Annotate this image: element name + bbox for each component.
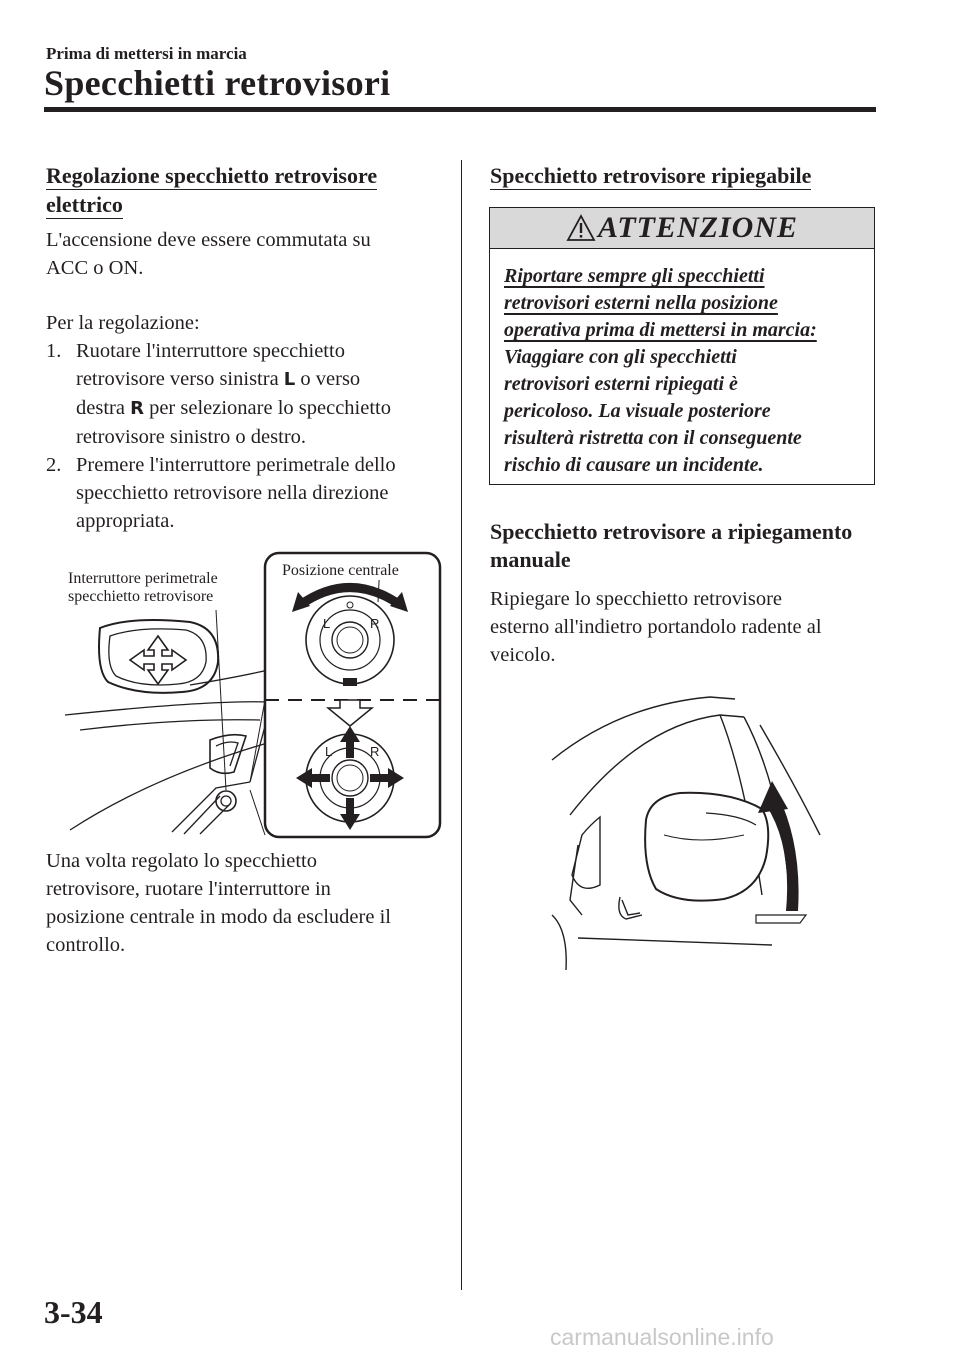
warning-line3: pericoloso. La visuale posteriore	[504, 400, 771, 422]
warning-ul-line2: retrovisori esterni nella posizione	[504, 292, 778, 314]
section-title-folding-text: Specchietto retrovisore ripiegabile	[490, 163, 812, 188]
step-1-line4: retrovisore sinistro o destro.	[76, 426, 307, 448]
key-r-icon: R	[130, 398, 144, 419]
folding-mirror-figure	[530, 685, 840, 975]
step-1-line3b: per selezionare lo specchietto	[149, 397, 391, 419]
step-1-line2a: retrovisore verso sinistra	[76, 368, 279, 390]
manual-line3: veicolo.	[490, 644, 556, 666]
step-2	[46, 451, 456, 535]
key-l-icon: L	[283, 369, 296, 390]
steps-block	[46, 309, 456, 535]
warning-box	[489, 207, 875, 485]
warning-line1: Viaggiare con gli specchietti	[504, 346, 737, 368]
warning-ul-line1: Riportare sempre gli specchietti	[504, 265, 765, 287]
page-number: 3-34	[44, 1294, 103, 1330]
header-section-label: Prima di mettersi in marcia	[46, 44, 247, 63]
step-2-line2: specchietto retrovisore nella direzione	[76, 482, 389, 504]
intro-paragraph	[46, 226, 446, 282]
knob-top-right-letter: R	[370, 616, 380, 631]
knob-top-left-letter: L	[323, 616, 331, 631]
step-1-line2b: o verso	[300, 368, 361, 390]
after-line1: Una volta regolato lo specchietto	[46, 850, 317, 872]
warning-ul-line3: operativa prima di mettersi in marcia:	[504, 319, 817, 341]
warning-label: ATTENZIONE	[597, 211, 799, 244]
warning-triangle-icon	[566, 214, 596, 242]
figure-label-switch	[68, 570, 218, 606]
mirror-switch-figure	[60, 550, 445, 840]
step-1-line3	[76, 394, 456, 423]
steps-list	[46, 337, 456, 535]
step-1	[46, 337, 456, 451]
step-2-number: 2.	[46, 454, 62, 476]
figure-label-switch-line2: specchietto retrovisore	[68, 588, 214, 605]
manual-line1: Ripiegare lo specchietto retrovisore	[490, 588, 783, 610]
folding-mirror-illustration	[530, 685, 840, 975]
step-1-line3a: destra	[76, 397, 125, 419]
steps-intro: Per la regolazione:	[46, 312, 200, 334]
section-title-electric-mirror	[46, 162, 377, 218]
after-line2: retrovisore, ruotare l'interruttore in	[46, 878, 331, 900]
section-title-line2: elettrico	[46, 192, 123, 217]
manual-line2: esterno all'indietro portandolo radente al	[490, 616, 822, 638]
subsection-title-manual	[490, 518, 852, 574]
watermark: carmanualsonline.info	[550, 1324, 774, 1350]
warning-body	[490, 249, 874, 479]
warning-header	[490, 208, 874, 249]
intro-line2: ACC o ON.	[46, 257, 144, 279]
step-2-line1: Premere l'interruttore perimetrale dello	[76, 454, 396, 476]
subsection-title-line2: manuale	[490, 547, 571, 572]
column-divider	[461, 160, 462, 1290]
knob-bottom-right-letter: R	[370, 744, 380, 759]
after-line4: controllo.	[46, 934, 126, 956]
step-1-number: 1.	[46, 340, 62, 362]
step-1-line1: Ruotare l'interruttore specchietto	[76, 340, 345, 362]
after-line3: posizione centrale in modo da escludere il	[46, 906, 391, 928]
manual-fold-paragraph	[490, 585, 880, 669]
knob-bottom-left-letter: L	[325, 744, 333, 759]
warning-line5: rischio di causare un incidente.	[504, 454, 764, 476]
page-title: Specchietti retrovisori	[44, 63, 391, 103]
section-title-line1: Regolazione specchietto retrovisore	[46, 163, 378, 188]
subsection-title-line1: Specchietto retrovisore a ripiegamento	[490, 519, 853, 544]
warning-line2: retrovisori esterni ripiegati è	[504, 373, 738, 395]
step-2-line3: appropriata.	[76, 510, 175, 532]
figure-label-switch-line1: Interruttore perimetrale	[68, 570, 218, 587]
step-1-line2	[76, 365, 456, 394]
warning-line4: risulterà ristretta con il conseguente	[504, 427, 802, 449]
after-adjust-paragraph	[46, 847, 456, 959]
header-rule	[44, 107, 876, 112]
intro-line1: L'accensione deve essere commutata su	[46, 229, 371, 251]
section-title-folding-mirror	[490, 162, 811, 189]
figure-label-center: Posizione centrale	[282, 562, 399, 579]
